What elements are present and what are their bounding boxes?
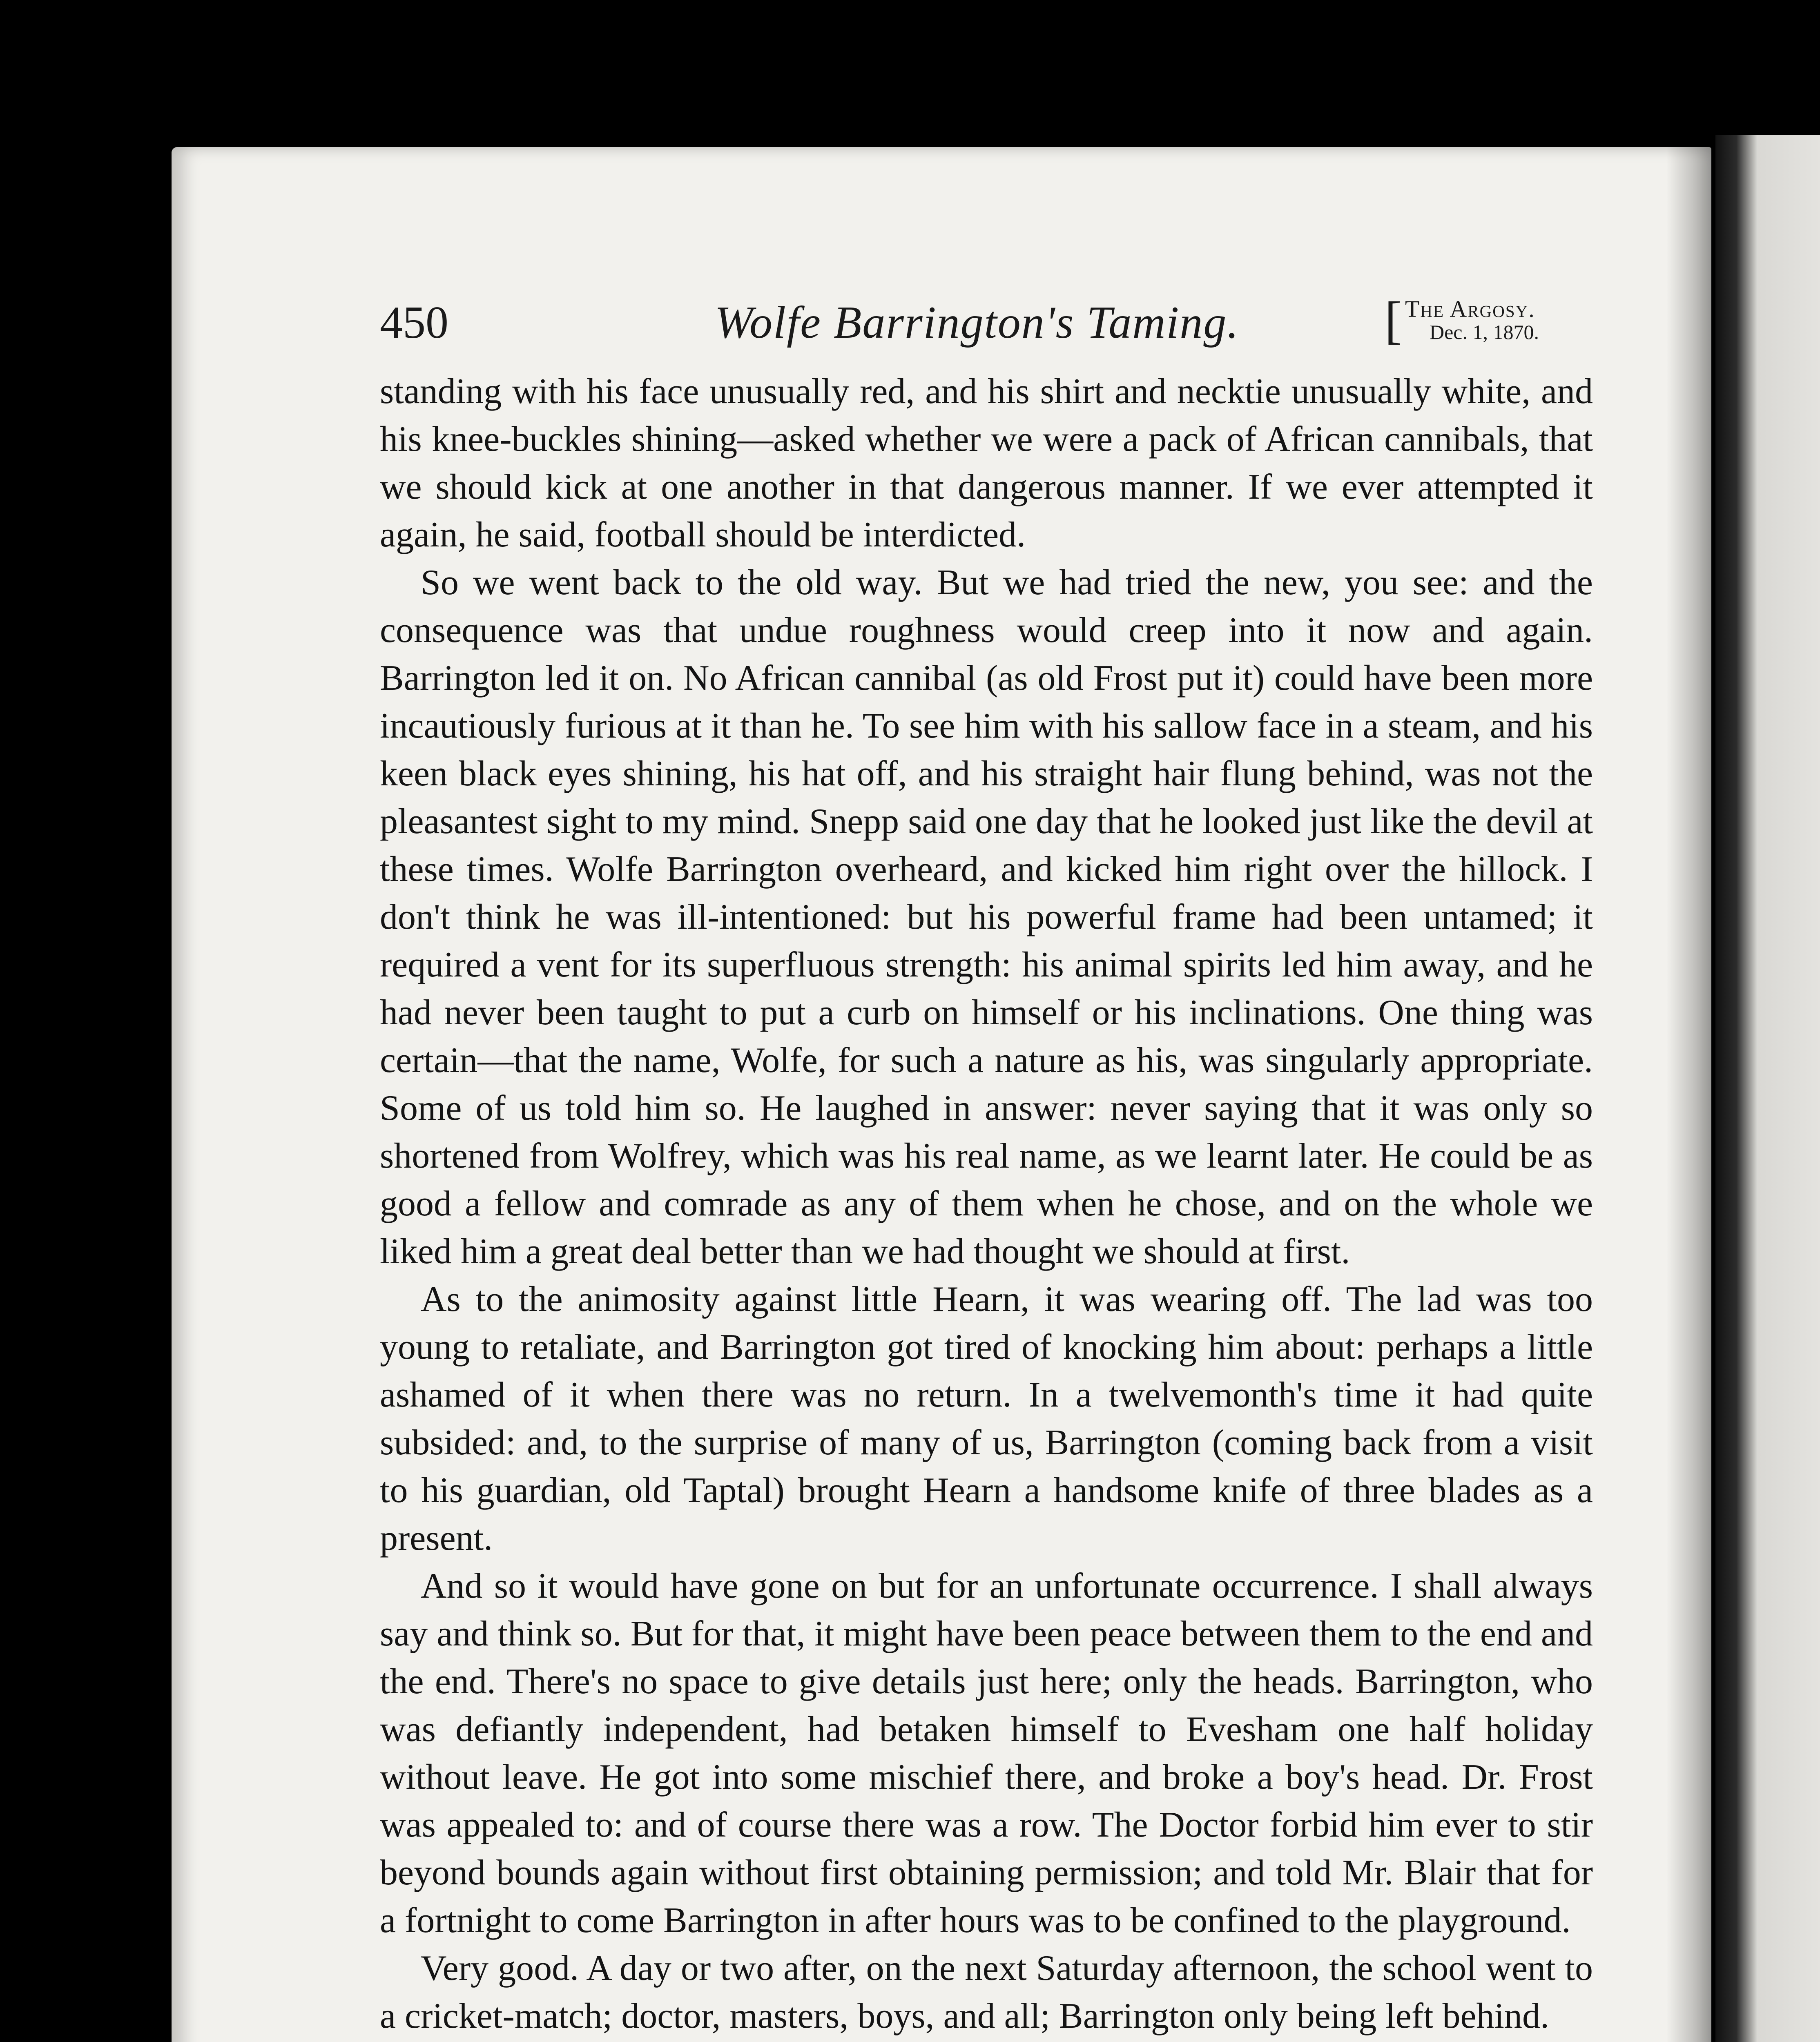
page-number: 450 [380,297,448,348]
paragraph-4: And so it would have gone on but for an unfortunate occurrence. I shall always say and think so. But for that, it might have been peace between them to the end and the end. There's no space to give details just here; only the heads. Barrington, who was defiantly independent, had betaken himself to Evesham one half holiday without leave. He got into some mischief there, and broke a boy's head. Dr. Frost was appealed to: and of course there was a row. The Doctor forbid him ever to stir beyond bounds again without first obtaining permission; and told Mr. Blair that for a fortnight to come Barrington in after hours was to be confined to the playground. [380,1566,1593,1940]
gutter-shadow [1666,147,1715,2042]
paragraph-5: Very good. A day or two after, on the next Saturday afternoon, the school went to a cricket-match; doctor, masters, boys, and all; Barrington only being left behind. [380,1948,1593,2036]
body-text [380,368,1593,2042]
source-reference [1385,291,1597,351]
facing-page-edge [1715,135,1820,2042]
source-journal: The Argosy. [1405,296,1535,322]
paragraph-3: As to the animosity against little Hearn, it was wearing off. The lad was too young to retaliate, and Barrington got tired of knocking him about: perhaps a little ashamed of it when there was no return. In a twelvemonth's time it had quite subsided: and, to the surprise of many of us, Barrington (coming back from a visit to his guardian, old Taptal) brought Hearn a handsome knife of three blades as a present. [380,1280,1593,1558]
paragraph-1: standing with his face unusually red, and his shirt and necktie unusually white, and his knee-buckles shining—asked whether we were a pack of African cannibals, that we should kick at one another in that dangerous manner. If we ever attempted it again, he said, football should be interdicted. [380,372,1593,555]
source-bracket: [ [1385,291,1402,349]
running-title: Wolfe Barrington's Taming. [715,297,1240,348]
source-date: Dec. 1, 1870. [1430,321,1539,343]
paragraph-2: So we went back to the old way. But we had tried the new, you see: and the consequence was that undue roughness would creep into it now and again. Barrington led it on. No African cannibal (as old Frost put it) could have been more incautiously furious at it than he. To see him with his sallow face in a steam, and his keen black eyes shining, his hat off, and his straight hair flung behind, was not the pleasantest sight to my mind. Snepp said one day that he looked just like the devil at these times. Wolfe Barrington overheard, and kicked him right over the hillock. I don't think he was ill-intentioned: but his powerful frame had been untamed; it required a vent for its superfluous strength: his animal spirits led him away, and he had never been taught to put a curb on himself or his inclinations. One thing was certain—that the name, Wolfe, for such a nature as his, was singularly appropriate. Some of us told him so. He laughed in answer: never saying that it was only so shortened from Wolfrey, which was his real name, as we learnt later. He could be as good a fellow and comrade as any of them when he chose, and on the whole we liked him a great deal better than we had thought we should at first. [380,563,1593,1271]
running-head [380,291,1597,359]
paragraph-6 [380,2040,1593,2042]
